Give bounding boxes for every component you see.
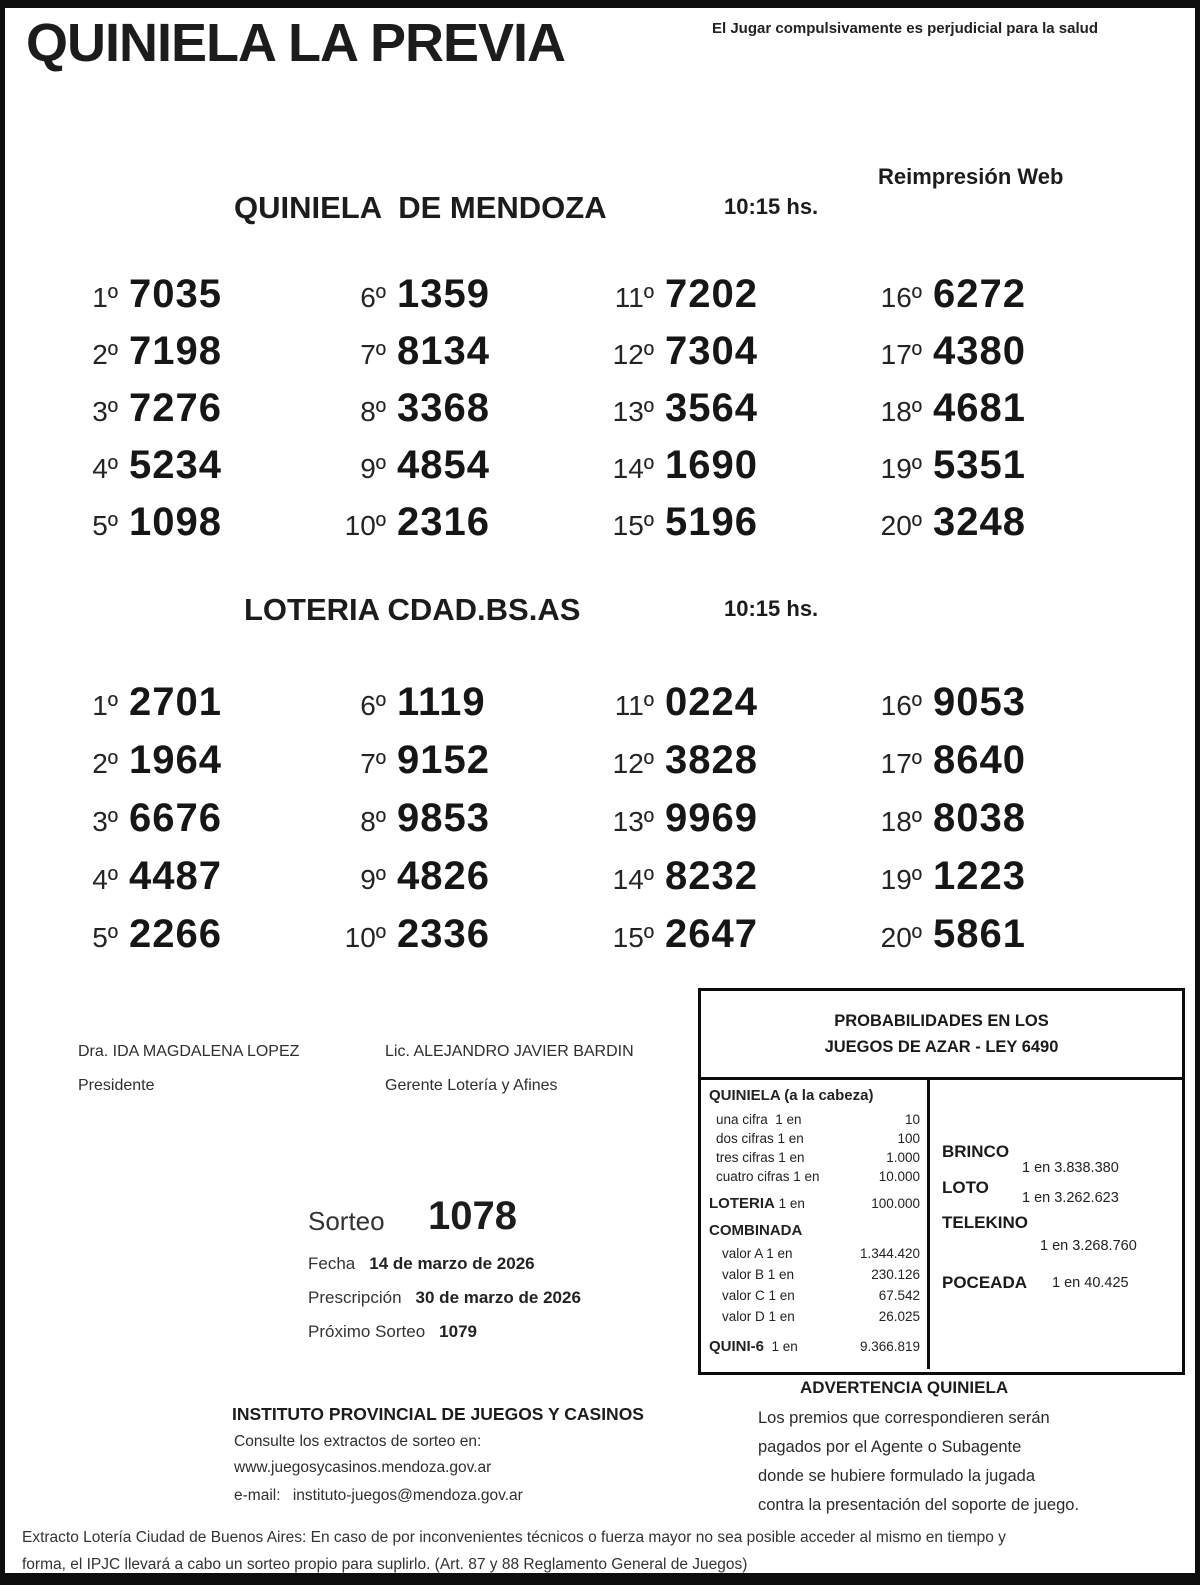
odds-value: 67.542 xyxy=(878,1288,920,1303)
result-number: 0224 xyxy=(665,680,758,724)
result-number: 3564 xyxy=(665,386,758,430)
quini6-odds-row xyxy=(709,1337,920,1356)
instituto-name: INSTITUTO PROVINCIAL DE JUEGOS Y CASINOS xyxy=(232,1404,644,1424)
result-rank: 18º xyxy=(880,806,922,837)
result-cell xyxy=(596,443,864,500)
result-cell xyxy=(328,443,596,500)
mendoza-draw-time: 10:15 hs. xyxy=(724,194,819,219)
result-number: 3248 xyxy=(933,500,1026,544)
result-rank: 3º xyxy=(92,396,118,427)
quini6-odds-mid: 1 en xyxy=(764,1339,798,1354)
loteria-odds-mid: 1 en xyxy=(774,1196,805,1211)
prescripcion-row xyxy=(308,1288,581,1308)
odds-row xyxy=(709,1306,920,1327)
result-number: 1690 xyxy=(665,443,758,487)
result-number: 9969 xyxy=(665,796,758,840)
result-rank: 11º xyxy=(614,282,654,313)
odds-value: 100 xyxy=(897,1131,920,1146)
result-number: 7304 xyxy=(665,329,758,373)
result-cell xyxy=(864,680,1132,738)
result-rank: 13º xyxy=(612,806,654,837)
result-number: 6272 xyxy=(933,272,1026,316)
footer-note xyxy=(22,1524,1178,1578)
result-rank: 16º xyxy=(880,690,922,721)
result-cell xyxy=(864,796,1132,854)
game-odds: 1 en 3.838.380 xyxy=(1022,1160,1119,1176)
official-name: Dra. IDA MAGDALENA LOPEZ xyxy=(78,1043,300,1060)
probabilities-title xyxy=(701,991,1182,1080)
result-number: 8134 xyxy=(397,329,490,373)
odds-row xyxy=(709,1243,920,1264)
odds-value: 230.126 xyxy=(871,1267,920,1282)
result-number: 2647 xyxy=(665,912,758,956)
game-name: BRINCO xyxy=(942,1142,1010,1161)
official-name: Lic. ALEJANDRO JAVIER BARDIN xyxy=(385,1043,634,1060)
game-name: LOTO xyxy=(942,1178,989,1197)
result-number: 2336 xyxy=(397,912,490,956)
advertencia-line: contra la presentación del soporte de juego. xyxy=(758,1496,1080,1514)
result-cell xyxy=(596,386,864,443)
page-title: QUINIELA LA PREVIA xyxy=(26,13,566,73)
result-number: 4380 xyxy=(933,329,1026,373)
odds-row xyxy=(709,1264,920,1285)
instituto-website: www.juegosycasinos.mendoza.gov.ar xyxy=(234,1459,492,1476)
result-rank: 14º xyxy=(612,453,654,484)
result-cell xyxy=(60,854,328,912)
game-name: POCEADA xyxy=(942,1273,1028,1292)
result-cell xyxy=(60,386,328,443)
email-label: e-mail: xyxy=(234,1487,281,1504)
result-cell xyxy=(596,796,864,854)
quini6-odds-value: 9.366.819 xyxy=(859,1339,920,1354)
result-cell xyxy=(864,386,1132,443)
result-number: 8038 xyxy=(933,796,1026,840)
sorteo-number: 1078 xyxy=(428,1194,517,1238)
advertencia-line: donde se hubiere formulado la jugada xyxy=(758,1467,1036,1485)
result-cell xyxy=(596,500,864,557)
result-number: 7035 xyxy=(129,272,222,316)
game-odds: 1 en 40.425 xyxy=(1052,1275,1129,1291)
odds-label: cuatro cifras 1 en xyxy=(716,1169,820,1184)
reprint-label: Reimpresión Web xyxy=(878,164,1064,189)
result-number: 5351 xyxy=(933,443,1026,487)
result-number: 8640 xyxy=(933,738,1026,782)
mendoza-section-title: QUINIELA DE MENDOZA xyxy=(234,190,607,225)
result-cell xyxy=(60,329,328,386)
advertencia-line: Los premios que correspondieren serán xyxy=(758,1409,1050,1427)
result-cell xyxy=(596,272,864,329)
odds-row xyxy=(709,1110,920,1129)
loteria-odds-value: 100.000 xyxy=(871,1196,920,1211)
result-rank: 19º xyxy=(880,864,922,895)
result-number: 9053 xyxy=(933,680,1026,724)
odds-label: valor D 1 en xyxy=(722,1309,795,1324)
result-rank: 18º xyxy=(880,396,922,427)
result-cell xyxy=(328,796,596,854)
result-cell xyxy=(864,912,1132,970)
result-cell xyxy=(328,329,596,386)
result-cell xyxy=(864,329,1132,386)
mendoza-results-grid xyxy=(60,272,1132,557)
result-rank: 12º xyxy=(612,748,654,779)
result-number: 4681 xyxy=(933,386,1026,430)
result-number: 9853 xyxy=(397,796,490,840)
result-rank: 2º xyxy=(92,339,118,370)
result-cell xyxy=(328,272,596,329)
odds-value: 1.344.420 xyxy=(859,1246,920,1261)
odds-row xyxy=(709,1167,920,1186)
result-number: 1098 xyxy=(129,500,222,544)
result-cell xyxy=(596,854,864,912)
fecha-value: 14 de marzo de 2026 xyxy=(369,1254,535,1273)
result-rank: 3º xyxy=(92,806,118,837)
result-cell xyxy=(60,500,328,557)
result-cell xyxy=(60,912,328,970)
result-number: 5861 xyxy=(933,912,1026,956)
result-rank: 1º xyxy=(92,690,118,721)
bsas-section-title: LOTERIA CDAD.BS.AS xyxy=(244,592,581,627)
loteria-odds-row xyxy=(709,1194,920,1213)
fecha-label: Fecha xyxy=(308,1254,356,1273)
result-rank: 8º xyxy=(360,806,386,837)
odds-label: una cifra 1 en xyxy=(716,1112,802,1127)
advertencia-line: pagados por el Agente o Subagente xyxy=(758,1438,1022,1456)
result-rank: 13º xyxy=(612,396,654,427)
odds-value: 10.000 xyxy=(878,1169,920,1184)
prescripcion-value: 30 de marzo de 2026 xyxy=(415,1288,581,1307)
result-cell xyxy=(328,386,596,443)
footer-line: Extracto Lotería Ciudad de Buenos Aires: En caso de por inconvenientes técnicos o fuerza mayor no sea posible acceder al mismo en tiempo y xyxy=(22,1529,1006,1546)
result-cell xyxy=(328,500,596,557)
instituto-consulte-line: Consulte los extractos de sorteo en: xyxy=(234,1433,482,1450)
result-cell xyxy=(60,680,328,738)
result-number: 9152 xyxy=(397,738,490,782)
odds-value: 10 xyxy=(904,1112,920,1127)
odds-value: 26.025 xyxy=(878,1309,920,1324)
result-cell xyxy=(864,854,1132,912)
result-rank: 1º xyxy=(92,282,118,313)
probabilities-right-column xyxy=(930,1080,1182,1369)
result-rank: 17º xyxy=(880,339,922,370)
result-rank: 17º xyxy=(880,748,922,779)
result-number: 3368 xyxy=(397,386,490,430)
instituto-email-row xyxy=(234,1487,523,1505)
result-cell xyxy=(60,443,328,500)
result-rank: 7º xyxy=(360,748,386,779)
result-cell xyxy=(328,738,596,796)
probabilities-title-line2: JUEGOS DE AZAR - LEY 6490 xyxy=(824,1038,1059,1056)
advertencia-title: ADVERTENCIA QUINIELA xyxy=(800,1378,1009,1397)
probabilities-title-line1: PROBABILIDADES EN LOS xyxy=(834,1012,1049,1030)
result-rank: 6º xyxy=(360,282,386,313)
footer-line: forma, el IPJC llevará a cabo un sorteo propio para suplirlo. (Art. 87 y 88 Reglamento General de Juegos) xyxy=(22,1556,748,1573)
result-rank: 7º xyxy=(360,339,386,370)
result-number: 2316 xyxy=(397,500,490,544)
quiniela-odds-header: QUINIELA (a la cabeza) xyxy=(709,1087,874,1104)
result-rank: 16º xyxy=(880,282,922,313)
health-warning: El Jugar compulsivamente es perjudicial para la salud xyxy=(712,20,1098,37)
odds-label: dos cifras 1 en xyxy=(716,1131,804,1146)
result-number: 5196 xyxy=(665,500,758,544)
result-number: 1359 xyxy=(397,272,490,316)
bsas-draw-time: 10:15 hs. xyxy=(724,596,819,621)
proximo-sorteo-row xyxy=(308,1322,477,1342)
result-cell xyxy=(328,680,596,738)
quini6-odds-label: QUINI-6 xyxy=(709,1338,765,1355)
game-odds: 1 en 3.262.623 xyxy=(1022,1190,1119,1206)
proximo-sorteo-label: Próximo Sorteo xyxy=(308,1322,426,1341)
official-role: Gerente Lotería y Afines xyxy=(385,1077,558,1094)
result-cell xyxy=(596,680,864,738)
result-rank: 5º xyxy=(92,922,118,953)
result-cell xyxy=(596,329,864,386)
result-cell xyxy=(864,443,1132,500)
result-number: 7202 xyxy=(665,272,758,316)
result-number: 7276 xyxy=(129,386,222,430)
result-rank: 15º xyxy=(612,922,654,953)
result-rank: 4º xyxy=(92,864,118,895)
bsas-results-grid xyxy=(60,680,1132,970)
probabilities-box xyxy=(698,988,1185,1375)
result-number: 5234 xyxy=(129,443,222,487)
sorteo-label: Sorteo xyxy=(308,1206,385,1236)
result-number: 1223 xyxy=(933,854,1026,898)
result-cell xyxy=(864,500,1132,557)
result-cell xyxy=(60,272,328,329)
prescripcion-label: Prescripción xyxy=(308,1288,402,1307)
result-number: 1119 xyxy=(397,680,486,724)
result-rank: 4º xyxy=(92,453,118,484)
result-rank: 12º xyxy=(612,339,654,370)
result-cell xyxy=(864,272,1132,329)
result-rank: 2º xyxy=(92,748,118,779)
result-number: 6676 xyxy=(129,796,222,840)
result-rank: 15º xyxy=(612,510,654,541)
result-rank: 20º xyxy=(880,922,922,953)
result-rank: 8º xyxy=(360,396,386,427)
result-cell xyxy=(328,912,596,970)
email-value: instituto-juegos@mendoza.gov.ar xyxy=(292,1487,523,1504)
result-cell xyxy=(864,738,1132,796)
result-rank: 19º xyxy=(880,453,922,484)
result-rank: 9º xyxy=(360,453,386,484)
combinada-header: COMBINADA xyxy=(709,1222,803,1239)
result-cell xyxy=(60,738,328,796)
odds-row xyxy=(709,1129,920,1148)
odds-label: valor C 1 en xyxy=(722,1288,795,1303)
result-rank: 20º xyxy=(880,510,922,541)
result-number: 4487 xyxy=(129,854,222,898)
result-cell xyxy=(596,738,864,796)
result-rank: 5º xyxy=(92,510,118,541)
result-rank: 10º xyxy=(344,510,386,541)
game-name: TELEKINO xyxy=(942,1213,1028,1232)
result-cell xyxy=(60,796,328,854)
odds-label: tres cifras 1 en xyxy=(716,1150,805,1165)
result-number: 4826 xyxy=(397,854,490,898)
result-rank: 6º xyxy=(360,690,386,721)
result-rank: 11º xyxy=(614,690,654,721)
fecha-row xyxy=(308,1254,535,1274)
result-number: 3828 xyxy=(665,738,758,782)
odds-row xyxy=(709,1148,920,1167)
result-number: 7198 xyxy=(129,329,222,373)
result-number: 1964 xyxy=(129,738,222,782)
advertencia-text xyxy=(758,1404,1079,1520)
odds-label: valor B 1 en xyxy=(722,1267,795,1282)
result-cell xyxy=(596,912,864,970)
odds-row xyxy=(709,1285,920,1306)
result-rank: 9º xyxy=(360,864,386,895)
result-number: 4854 xyxy=(397,443,490,487)
result-number: 2266 xyxy=(129,912,222,956)
official-role: Presidente xyxy=(78,1077,155,1094)
result-number: 8232 xyxy=(665,854,758,898)
proximo-sorteo-value: 1079 xyxy=(439,1322,477,1341)
result-cell xyxy=(328,854,596,912)
loteria-odds-label: LOTERIA xyxy=(709,1195,775,1212)
result-number: 2701 xyxy=(129,680,222,724)
result-rank: 14º xyxy=(612,864,654,895)
game-odds: 1 en 3.268.760 xyxy=(1040,1238,1137,1254)
result-rank: 10º xyxy=(344,922,386,953)
odds-value: 1.000 xyxy=(886,1150,920,1165)
probabilities-left-column xyxy=(701,1080,930,1369)
odds-label: valor A 1 en xyxy=(722,1246,793,1261)
